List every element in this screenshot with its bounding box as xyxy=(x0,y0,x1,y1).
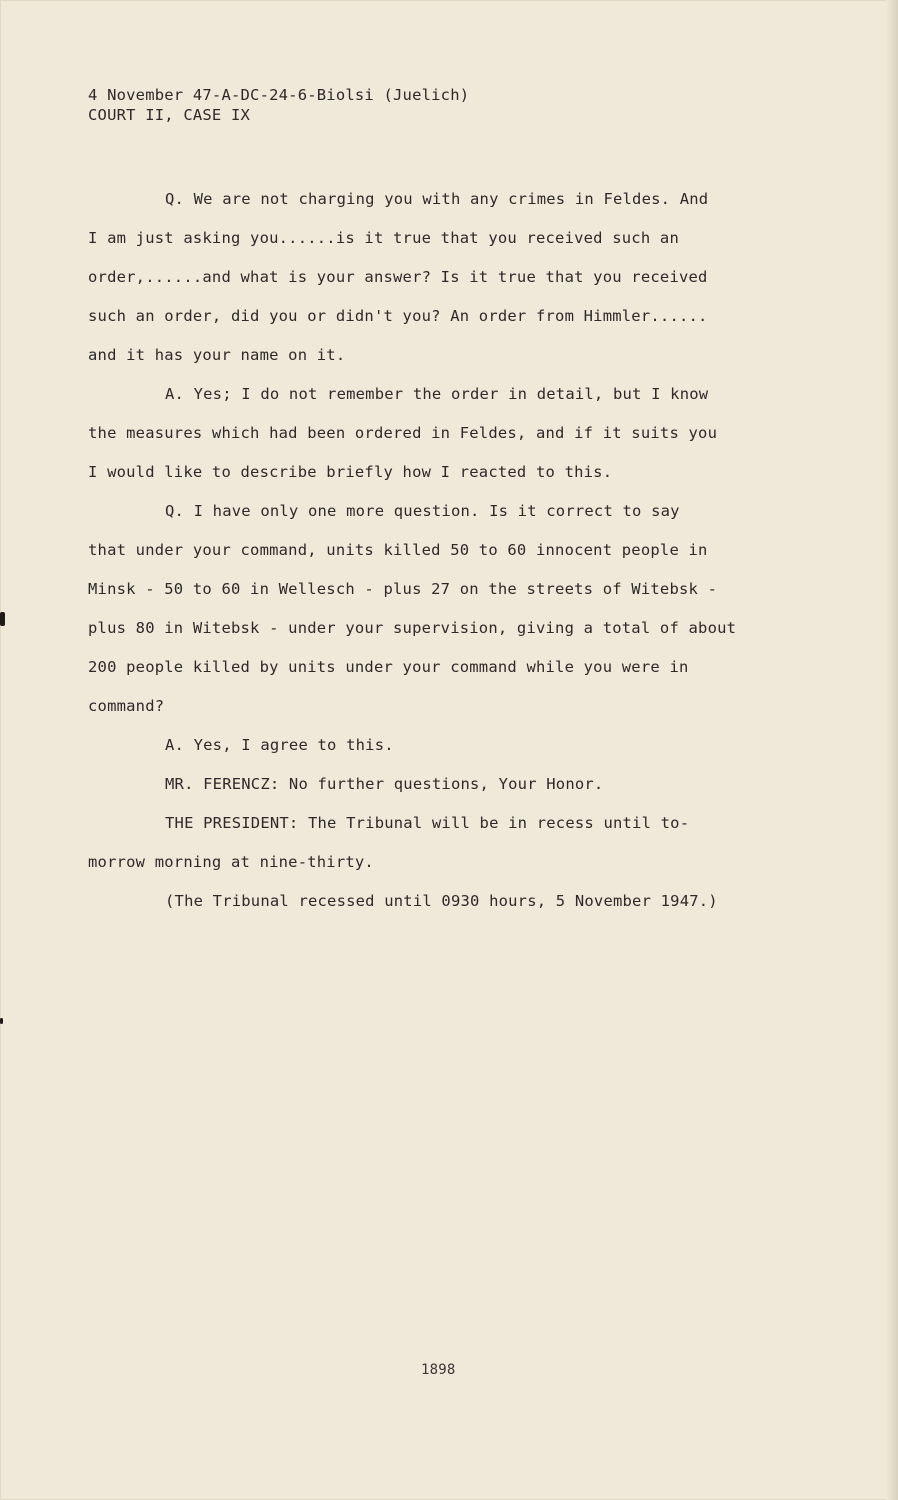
transcript-line: command? xyxy=(88,697,165,715)
transcript-line: MR. FERENCZ: No further questions, Your Honor. xyxy=(165,775,604,793)
page-number: 1898 xyxy=(421,1362,456,1378)
transcript-line: THE PRESIDENT: The Tribunal will be in recess until to- xyxy=(165,814,690,832)
transcript-line: (The Tribunal recessed until 0930 hours, 5 November 1947.) xyxy=(165,892,718,910)
transcript-line: order,......and what is your answer? Is it true that you received xyxy=(88,268,708,286)
header-line-1: 4 November 47-A-DC-24-6-Biolsi (Juelich) xyxy=(88,86,470,104)
transcript-line: A. Yes; I do not remember the order in detail, but I know xyxy=(165,385,709,403)
transcript-line: I would like to describe briefly how I reacted to this. xyxy=(88,463,613,481)
transcript-line: Q. I have only one more question. Is it correct to say xyxy=(165,502,680,520)
transcript-line: the measures which had been ordered in Feldes, and if it suits you xyxy=(88,424,718,442)
header-line-2: COURT II, CASE IX xyxy=(88,106,251,124)
transcript-line: A. Yes, I agree to this. xyxy=(165,736,394,754)
transcript-line: plus 80 in Witebsk - under your supervision, giving a total of about xyxy=(88,619,737,637)
transcript-line: morrow morning at nine-thirty. xyxy=(88,853,374,871)
transcript-line: Minsk - 50 to 60 in Wellesch - plus 27 on the streets of Witebsk - xyxy=(88,580,718,598)
transcript-line: 200 people killed by units under your command while you were in xyxy=(88,658,689,676)
transcript-line: I am just asking you......is it true that you received such an xyxy=(88,229,679,247)
transcript-line: and it has your name on it. xyxy=(88,346,346,364)
transcript-line: that under your command, units killed 50 to 60 innocent people in xyxy=(88,541,708,559)
transcript-line: Q. We are not charging you with any crimes in Feldes. And xyxy=(165,190,709,208)
transcript-line: such an order, did you or didn't you? An order from Himmler...... xyxy=(88,307,708,325)
